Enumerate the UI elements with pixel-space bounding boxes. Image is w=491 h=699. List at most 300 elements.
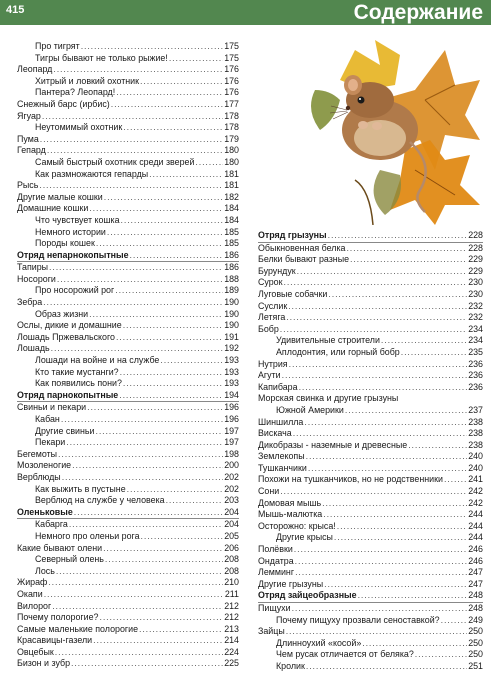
toc-entry bbox=[17, 53, 239, 65]
toc-entry bbox=[17, 111, 239, 123]
toc-entry bbox=[17, 495, 239, 507]
toc-entry-page: 176 bbox=[224, 64, 239, 75]
toc-leader-dots bbox=[169, 53, 223, 65]
toc-entry-page: 246 bbox=[468, 555, 483, 566]
toc-leader-dots bbox=[297, 266, 468, 278]
toc-entry-title: Пекари bbox=[35, 437, 66, 448]
toc-entry bbox=[258, 417, 483, 429]
toc-leader-dots bbox=[56, 566, 223, 578]
toc-leader-dots bbox=[53, 64, 223, 76]
toc-entry bbox=[17, 297, 239, 309]
toc-entry-title: Осторожно: крыса! bbox=[258, 520, 336, 531]
toc-entry-page: 214 bbox=[224, 635, 239, 646]
toc-entry-title: Хитрый и ловкий охотник bbox=[35, 75, 140, 86]
toc-leader-dots bbox=[40, 134, 223, 146]
toc-entry-title: Бегемоты bbox=[17, 448, 58, 459]
toc-leader-dots bbox=[299, 382, 468, 394]
toc-entry bbox=[17, 566, 239, 578]
toc-entry-title: Какие бывают олени bbox=[17, 542, 103, 553]
toc-entry-page: 202 bbox=[224, 471, 239, 482]
mouse-on-leaves-illustration bbox=[295, 30, 485, 225]
toc-entry-title: Как размножаются гепарды bbox=[35, 168, 149, 179]
toc-leader-dots bbox=[44, 589, 224, 601]
toc-entry-page: 184 bbox=[224, 203, 239, 214]
toc-entry bbox=[258, 498, 483, 510]
toc-entry-title: Самый быстрый охотник среди зверей bbox=[35, 156, 195, 167]
toc-entry-page: 228 bbox=[468, 230, 483, 240]
toc-entry-page: 225 bbox=[224, 658, 239, 669]
toc-entry-title: Отряд непарнокопытные bbox=[17, 249, 129, 260]
toc-left-column bbox=[17, 41, 239, 670]
toc-leader-dots bbox=[306, 451, 468, 463]
toc-leader-dots bbox=[381, 335, 467, 347]
toc-entry-title: Удивительные строители bbox=[276, 335, 380, 346]
toc-entry-page: 190 bbox=[224, 308, 239, 319]
toc-entry-title: Отряд грызуны bbox=[258, 230, 327, 240]
toc-entry bbox=[17, 589, 239, 601]
toc-leader-dots bbox=[362, 638, 467, 650]
toc-entry-page: 250 bbox=[468, 637, 483, 648]
toc-entry-page: 186 bbox=[224, 249, 239, 260]
toc-leader-dots bbox=[93, 635, 223, 647]
toc-leader-dots bbox=[116, 332, 223, 344]
toc-entry-page: 180 bbox=[224, 145, 239, 156]
toc-entry bbox=[17, 367, 239, 379]
toc-entry-page: 196 bbox=[224, 402, 239, 413]
toc-entry-page: 210 bbox=[224, 577, 239, 588]
toc-entry bbox=[17, 215, 239, 227]
toc-leader-dots bbox=[286, 626, 467, 638]
toc-entry bbox=[17, 227, 239, 239]
toc-leader-dots bbox=[324, 579, 467, 591]
toc-leader-dots bbox=[99, 612, 223, 624]
toc-leader-dots bbox=[49, 262, 223, 274]
toc-entry-title: Рысь bbox=[17, 180, 39, 191]
toc-entry-title: Свиньи и пекари bbox=[17, 402, 87, 413]
toc-entry-page: 193 bbox=[224, 355, 239, 366]
toc-entry bbox=[17, 250, 239, 263]
toc-entry-page: 178 bbox=[224, 110, 239, 121]
toc-entry bbox=[17, 378, 239, 390]
toc-leader-dots bbox=[95, 426, 223, 438]
toc-entry-page: 250 bbox=[468, 626, 483, 637]
toc-entry-page: 193 bbox=[224, 366, 239, 377]
toc-entry bbox=[258, 266, 483, 278]
toc-leader-dots bbox=[123, 378, 223, 390]
toc-leader-dots bbox=[284, 277, 468, 289]
toc-entry-title: Почему полорогие? bbox=[17, 612, 99, 623]
toc-entry-title: Другие крысы bbox=[276, 532, 333, 543]
toc-entry-title: Самые маленькие полорогие bbox=[17, 623, 139, 634]
toc-leader-dots bbox=[328, 289, 467, 301]
toc-leader-dots bbox=[120, 367, 224, 379]
toc-entry-title: Южной Америки bbox=[276, 404, 344, 415]
toc-entry-title: Домашние кошки bbox=[17, 203, 89, 214]
toc-entry-page: 197 bbox=[224, 425, 239, 436]
toc-entry-title: Суслик bbox=[258, 300, 288, 311]
toc-entry-title: Тапиры bbox=[17, 262, 49, 273]
toc-leader-dots bbox=[334, 532, 467, 544]
toc-leader-dots bbox=[89, 309, 223, 321]
toc-entry-title: Ягуар bbox=[17, 110, 41, 121]
toc-entry-title: Оленьковые bbox=[17, 506, 73, 517]
toc-entry bbox=[258, 649, 483, 661]
toc-entry-title: Вилорог bbox=[17, 600, 52, 611]
toc-entry bbox=[258, 544, 483, 556]
toc-entry-title: Длинноухий «косой» bbox=[276, 637, 362, 648]
toc-leader-dots bbox=[358, 590, 468, 602]
toc-entry bbox=[258, 521, 483, 533]
toc-entry bbox=[258, 301, 483, 313]
toc-entry bbox=[17, 449, 239, 461]
toc-entry bbox=[258, 474, 483, 486]
toc-entry-page: 212 bbox=[224, 600, 239, 611]
toc-entry-page: 247 bbox=[468, 567, 483, 578]
toc-entry-page: 178 bbox=[224, 122, 239, 133]
toc-leader-dots bbox=[323, 509, 467, 521]
toc-leader-dots bbox=[337, 521, 467, 533]
toc-entry-title: Сурок bbox=[258, 277, 283, 288]
toc-entry-page: 230 bbox=[468, 288, 483, 299]
toc-entry-page: 206 bbox=[224, 542, 239, 553]
toc-leader-dots bbox=[160, 355, 223, 367]
toc-entry bbox=[258, 243, 483, 255]
toc-entry-page: 184 bbox=[224, 214, 239, 225]
toc-entry-title: Неутомимый охотник bbox=[35, 122, 123, 133]
toc-entry bbox=[17, 332, 239, 344]
toc-entry bbox=[17, 426, 239, 438]
toc-entry bbox=[258, 312, 483, 324]
toc-leader-dots bbox=[286, 312, 467, 324]
toc-entry-page: 244 bbox=[468, 532, 483, 543]
toc-entry bbox=[17, 157, 239, 169]
toc-entry-title: Снежный барс (ирбис) bbox=[17, 98, 110, 109]
toc-entry bbox=[258, 347, 483, 359]
toc-entry-title: Красавицы-газели bbox=[17, 635, 93, 646]
toc-entry-title: Другие малые кошки bbox=[17, 191, 103, 202]
toc-leader-dots bbox=[43, 297, 223, 309]
toc-entry-title: Луговые собачки bbox=[258, 288, 328, 299]
toc-entry-title: Как появились пони? bbox=[35, 378, 122, 389]
toc-entry bbox=[17, 507, 239, 520]
toc-entry-page: 205 bbox=[224, 530, 239, 541]
toc-entry bbox=[258, 567, 483, 579]
toc-entry-title: Вискача bbox=[258, 428, 292, 439]
toc-entry-page: 191 bbox=[224, 331, 239, 342]
toc-entry bbox=[17, 320, 239, 332]
toc-entry-page: 204 bbox=[224, 506, 239, 517]
toc-entry-page: 238 bbox=[468, 428, 483, 439]
toc-leader-dots bbox=[308, 463, 467, 475]
toc-entry bbox=[258, 638, 483, 650]
toc-leader-dots bbox=[350, 254, 467, 266]
toc-entry-title: Леопард bbox=[17, 64, 53, 75]
toc-leader-dots bbox=[289, 359, 468, 371]
toc-entry-title: Носороги bbox=[17, 273, 56, 284]
toc-entry bbox=[258, 463, 483, 475]
toc-entry-page: 190 bbox=[224, 320, 239, 331]
toc-entry bbox=[17, 145, 239, 157]
toc-entry bbox=[17, 414, 239, 426]
toc-entry-title: Аплодонтия, или горный бобр bbox=[276, 346, 400, 357]
toc-leader-dots bbox=[280, 324, 467, 336]
toc-entry bbox=[258, 615, 483, 627]
toc-entry-page: 236 bbox=[468, 381, 483, 392]
toc-entry bbox=[17, 658, 239, 670]
toc-leader-dots bbox=[292, 603, 468, 615]
toc-entry-title: Домовая мышь bbox=[258, 497, 322, 508]
toc-leader-dots bbox=[295, 556, 468, 568]
toc-entry-title: Мышь-малютка bbox=[258, 509, 323, 520]
toc-entry bbox=[17, 99, 239, 111]
toc-entry-title: Ослы, дикие и домашние bbox=[17, 320, 122, 331]
toc-entry bbox=[258, 254, 483, 266]
toc-entry-title: Кто такие мустанги? bbox=[35, 366, 119, 377]
toc-leader-dots bbox=[123, 320, 223, 332]
toc-entry bbox=[258, 486, 483, 498]
toc-entry-title: Бизон и зубр bbox=[17, 658, 71, 669]
toc-leader-dots bbox=[55, 647, 223, 659]
toc-entry-page: 200 bbox=[224, 460, 239, 471]
toc-leader-dots bbox=[130, 250, 224, 262]
toc-entry-title: Верблюд на службе у человека bbox=[35, 495, 165, 506]
toc-entry-page: 236 bbox=[468, 358, 483, 369]
toc-entry-title: Отряд парнокопытные bbox=[17, 389, 119, 400]
toc-entry-title: Капибара bbox=[258, 381, 298, 392]
toc-entry-page: 177 bbox=[224, 98, 239, 109]
toc-entry bbox=[258, 579, 483, 591]
toc-right-column bbox=[258, 230, 483, 673]
toc-leader-dots bbox=[304, 417, 467, 429]
toc-entry-title: Чем русак отличается от беляка? bbox=[276, 649, 414, 660]
toc-entry-page: 203 bbox=[224, 495, 239, 506]
toc-leader-dots bbox=[345, 405, 467, 417]
page-title: Содержание bbox=[353, 1, 483, 24]
toc-entry-page: 232 bbox=[468, 312, 483, 323]
toc-entry bbox=[258, 393, 483, 405]
toc-entry-page: 242 bbox=[468, 486, 483, 497]
toc-entry-title: Кролик bbox=[276, 660, 305, 671]
toc-entry-title: Северный олень bbox=[35, 554, 104, 565]
toc-entry-title: Тушканчики bbox=[258, 462, 307, 473]
toc-entry bbox=[17, 87, 239, 99]
toc-entry-page: 198 bbox=[224, 448, 239, 459]
toc-entry-title: Как выжить в пустыне bbox=[35, 483, 126, 494]
toc-entry bbox=[17, 484, 239, 496]
toc-leader-dots bbox=[39, 180, 223, 192]
toc-entry bbox=[17, 601, 239, 613]
toc-entry bbox=[258, 405, 483, 417]
toc-entry bbox=[258, 289, 483, 301]
toc-leader-dots bbox=[116, 87, 223, 99]
toc-entry-title: Образ жизни bbox=[35, 308, 89, 319]
toc-leader-dots bbox=[72, 460, 223, 472]
toc-entry-title: Нутрия bbox=[258, 358, 288, 369]
toc-entry-title: Про тигрят bbox=[35, 41, 80, 51]
toc-entry bbox=[258, 230, 483, 243]
toc-leader-dots bbox=[107, 227, 223, 239]
toc-entry-title: Ондатра bbox=[258, 555, 294, 566]
toc-entry bbox=[17, 343, 239, 355]
toc-entry-title: Немного про оленьи рога bbox=[35, 530, 140, 541]
toc-entry-page: 235 bbox=[468, 346, 483, 357]
toc-entry-title: Кабан bbox=[35, 414, 60, 424]
toc-entry-page: 229 bbox=[468, 254, 483, 265]
toc-entry-page: 175 bbox=[224, 52, 239, 63]
toc-entry bbox=[17, 262, 239, 274]
toc-entry-page: 176 bbox=[224, 87, 239, 98]
toc-entry-page: 181 bbox=[224, 168, 239, 179]
toc-entry bbox=[258, 626, 483, 638]
toc-entry-page: 212 bbox=[224, 612, 239, 623]
toc-entry bbox=[17, 624, 239, 636]
toc-leader-dots bbox=[61, 414, 223, 426]
toc-entry-title: Породы кошек bbox=[35, 238, 95, 249]
toc-entry-page: 229 bbox=[468, 265, 483, 276]
toc-entry bbox=[17, 285, 239, 297]
toc-leader-dots bbox=[293, 428, 467, 440]
toc-leader-dots bbox=[123, 122, 223, 134]
toc-leader-dots bbox=[57, 274, 223, 286]
toc-entry-title: Лемминг bbox=[258, 567, 295, 578]
toc-entry bbox=[258, 359, 483, 371]
toc-entry-title: Другие свиньи bbox=[35, 425, 95, 436]
toc-entry-title: Лось bbox=[35, 565, 55, 576]
toc-entry-page: 250 bbox=[468, 649, 483, 660]
toc-entry bbox=[17, 402, 239, 414]
toc-entry bbox=[17, 460, 239, 472]
toc-entry-title: Окапи bbox=[17, 588, 43, 599]
toc-leader-dots bbox=[282, 370, 468, 382]
toc-leader-dots bbox=[294, 544, 467, 556]
toc-entry-title: Тигры бывают не только рыжие! bbox=[35, 52, 168, 63]
toc-leader-dots bbox=[119, 390, 223, 402]
toc-entry-page: 236 bbox=[468, 370, 483, 381]
toc-entry-page: 176 bbox=[224, 75, 239, 86]
toc-leader-dots bbox=[51, 343, 224, 355]
toc-entry-title: Что чувствует кошка bbox=[35, 214, 120, 225]
toc-entry-page: 230 bbox=[468, 277, 483, 288]
toc-entry bbox=[258, 451, 483, 463]
toc-entry bbox=[17, 554, 239, 566]
toc-entry-page: 182 bbox=[224, 191, 239, 202]
toc-entry bbox=[17, 437, 239, 449]
toc-entry-title: Сони bbox=[258, 486, 280, 497]
toc-entry bbox=[258, 509, 483, 521]
toc-entry-title: Зебра bbox=[17, 297, 43, 308]
toc-entry bbox=[17, 122, 239, 134]
toc-entry-page: 244 bbox=[468, 509, 483, 520]
toc-entry-title: Зайцы bbox=[258, 626, 285, 637]
toc-entry-page: 241 bbox=[468, 474, 483, 485]
toc-leader-dots bbox=[141, 531, 224, 543]
toc-entry-page: 197 bbox=[224, 437, 239, 448]
toc-leader-dots bbox=[401, 347, 467, 359]
toc-entry bbox=[17, 41, 239, 53]
toc-entry-title: Морская свинка и другие грызуны bbox=[258, 393, 399, 404]
toc-entry bbox=[17, 519, 239, 531]
toc-leader-dots bbox=[69, 519, 223, 531]
toc-entry bbox=[17, 577, 239, 589]
toc-entry-page: 238 bbox=[468, 416, 483, 427]
toc-entry bbox=[17, 274, 239, 286]
toc-leader-dots bbox=[306, 661, 467, 673]
toc-entry-page: 248 bbox=[468, 590, 483, 601]
toc-entry-page: 190 bbox=[224, 297, 239, 308]
toc-entry bbox=[258, 277, 483, 289]
toc-leader-dots bbox=[408, 440, 467, 452]
toc-entry bbox=[17, 76, 239, 88]
page-number: 415 bbox=[6, 4, 25, 16]
toc-entry-page: 175 bbox=[224, 41, 239, 51]
toc-entry bbox=[258, 428, 483, 440]
toc-entry-page: 246 bbox=[468, 544, 483, 555]
toc-entry-page: 237 bbox=[468, 404, 483, 415]
toc-entry-page: 211 bbox=[224, 588, 239, 599]
toc-leader-dots bbox=[104, 192, 223, 204]
toc-entry bbox=[17, 203, 239, 215]
toc-leader-dots bbox=[52, 601, 223, 613]
toc-entry bbox=[17, 647, 239, 659]
toc-entry bbox=[17, 134, 239, 146]
toc-entry-page: 234 bbox=[468, 323, 483, 334]
toc-entry-title: Белки бывают разные bbox=[258, 254, 350, 265]
toc-entry-title: Пищухи bbox=[258, 603, 291, 613]
toc-leader-dots bbox=[42, 111, 223, 123]
toc-entry-title: Почему пищуху прозвали сеноставкой? bbox=[276, 614, 440, 625]
toc-entry-page: 213 bbox=[224, 623, 239, 634]
toc-entry bbox=[17, 355, 239, 367]
toc-entry-page: 188 bbox=[224, 273, 239, 284]
toc-entry bbox=[17, 390, 239, 403]
toc-leader-dots bbox=[139, 624, 223, 636]
toc-entry-title: Полёвки bbox=[258, 544, 293, 555]
toc-leader-dots bbox=[280, 486, 467, 498]
toc-leader-dots bbox=[166, 495, 224, 507]
toc-entry bbox=[17, 64, 239, 76]
toc-entry bbox=[17, 635, 239, 647]
toc-entry-page: 202 bbox=[224, 483, 239, 494]
toc-leader-dots bbox=[415, 649, 467, 661]
toc-entry bbox=[258, 440, 483, 452]
toc-leader-dots bbox=[328, 230, 468, 242]
toc-entry-title: Дикобразы - наземные и древесные bbox=[258, 439, 408, 450]
toc-entry-title: Про носорожий рог bbox=[35, 285, 115, 296]
toc-entry-title: Овцебык bbox=[17, 646, 54, 657]
toc-leader-dots bbox=[444, 474, 467, 486]
toc-entry bbox=[17, 543, 239, 555]
toc-entry-title: Жираф bbox=[17, 577, 48, 588]
toc-entry-title: Гепард bbox=[17, 145, 46, 156]
toc-entry-page: 179 bbox=[224, 133, 239, 144]
toc-entry-title: Шиншилла bbox=[258, 416, 304, 427]
toc-leader-dots bbox=[121, 215, 224, 227]
toc-entry-title: Другие грызуны bbox=[258, 578, 324, 589]
toc-entry-page: 242 bbox=[468, 497, 483, 508]
toc-entry-page: 228 bbox=[468, 242, 483, 253]
toc-leader-dots bbox=[96, 238, 223, 250]
toc-entry-page: 247 bbox=[468, 578, 483, 589]
toc-entry-page: 224 bbox=[224, 646, 239, 657]
toc-entry bbox=[258, 382, 483, 394]
toc-leader-dots bbox=[62, 472, 224, 484]
toc-entry-page: 196 bbox=[224, 414, 239, 424]
toc-leader-dots bbox=[115, 285, 223, 297]
toc-entry bbox=[17, 309, 239, 321]
toc-entry-title: Бурундук bbox=[258, 265, 296, 276]
toc-entry-title: Мозоленогие bbox=[17, 460, 72, 471]
toc-leader-dots bbox=[66, 437, 223, 449]
